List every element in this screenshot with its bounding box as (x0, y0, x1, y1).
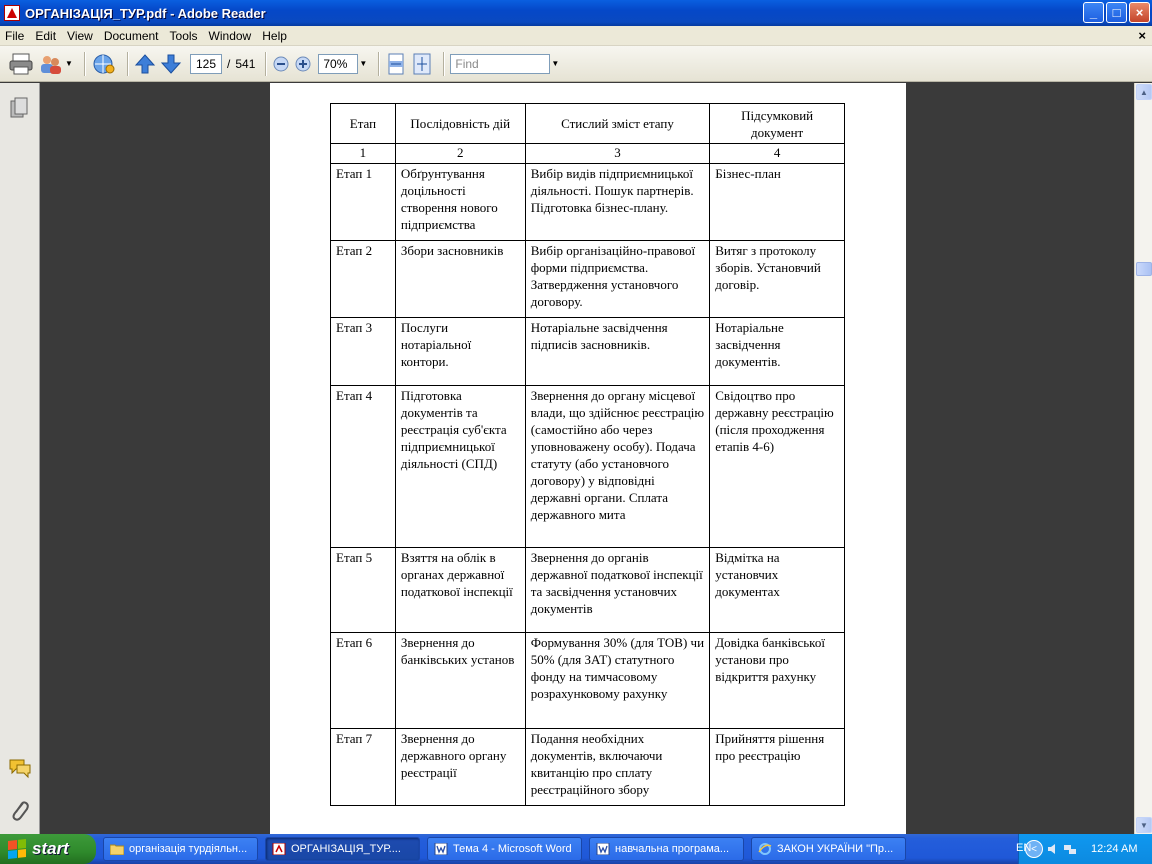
task-label: навчальна програма... (615, 843, 730, 855)
column-number: 1 (331, 144, 396, 164)
page-separator: / (227, 56, 231, 71)
pdf-page (270, 83, 906, 834)
stage-cell: Етап 7 (331, 729, 396, 806)
menu-view[interactable]: View (67, 28, 93, 43)
stage-cell: Етап 6 (331, 633, 396, 729)
collaborate-button[interactable] (91, 50, 117, 78)
table-row (331, 241, 845, 318)
toolbar (0, 46, 1152, 82)
actions-cell: Обґрунтування доцільності створення нового підприємства (395, 164, 525, 241)
task-label: Тема 4 - Microsoft Word (453, 843, 572, 855)
scroll-thumb[interactable] (1136, 262, 1152, 276)
menu-window[interactable]: Window (208, 28, 252, 43)
column-number: 4 (710, 144, 845, 164)
taskbar (0, 834, 1152, 864)
fit-page-button[interactable] (411, 50, 433, 78)
zoom-in-icon (294, 55, 312, 73)
navigation-pane (0, 83, 40, 834)
stage-cell: Етап 1 (331, 164, 396, 241)
taskbar-item-adobe-reader[interactable] (265, 837, 420, 861)
find-dropdown-icon[interactable]: ▼ (551, 59, 560, 68)
network-icon[interactable] (1063, 842, 1077, 856)
toolbar-divider (378, 52, 379, 76)
comments-icon[interactable] (8, 757, 32, 782)
fit-width-icon (385, 52, 407, 76)
folder-icon (110, 843, 124, 855)
word-icon (434, 843, 448, 855)
zoom-in-button[interactable] (294, 50, 312, 78)
pdf-app-icon[interactable] (4, 5, 20, 21)
zoom-out-icon (272, 55, 290, 73)
windows-logo-icon (8, 839, 26, 859)
summary-cell: Вибір організаційно-правової форми підприємства. Затвердження установчого договору. (525, 241, 710, 318)
zoom-dropdown-icon[interactable]: ▼ (359, 59, 368, 68)
summary-cell: Подання необхідних документів, включаючи квитанцію про сплату реєстраційного збору (525, 729, 710, 806)
table-row (331, 548, 845, 633)
scroll-up-icon[interactable]: ▲ (1136, 84, 1152, 100)
document-cell: Довідка банківської установи про відкриття рахунку (710, 633, 845, 729)
chevron-down-icon[interactable]: ▼ (65, 59, 73, 68)
column-number-row (331, 144, 845, 164)
header-actions: Послідовність дій (395, 104, 525, 144)
summary-cell: Звернення до органу місцевої влади, що здійснює реєстрацію (самостійно або через уповноважену особу). Подача статуту (або установчого договору) у відповідні державні органи. Сплата державного мита (525, 386, 710, 548)
column-number: 2 (395, 144, 525, 164)
taskbar-item-word-topic[interactable] (427, 837, 582, 861)
task-label: ЗАКОН УКРАЇНИ "Пр... (777, 843, 894, 855)
task-label: організація турдіяльн... (129, 843, 248, 855)
people-icon (38, 52, 64, 76)
print-button[interactable] (8, 50, 34, 78)
close-button[interactable]: × (1129, 2, 1150, 23)
vertical-scrollbar[interactable] (1134, 83, 1152, 834)
table-row (331, 318, 845, 386)
previous-page-button[interactable] (134, 50, 156, 78)
zoom-input[interactable]: 70% (318, 54, 358, 74)
header-summary: Стислий зміст етапу (525, 104, 710, 144)
document-cell: Бізнес-план (710, 164, 845, 241)
toolbar-divider (127, 52, 128, 76)
scroll-down-icon[interactable]: ▼ (1136, 817, 1152, 833)
taskbar-item-word-program[interactable] (589, 837, 744, 861)
menu-tools[interactable]: Tools (169, 28, 198, 43)
summary-cell: Нотаріальне засвідчення підписів засновників. (525, 318, 710, 386)
actions-cell: Звернення до банківських установ (395, 633, 525, 729)
document-cell: Витяг з протоколу зборів. Установчий договір. (710, 241, 845, 318)
printer-icon (8, 52, 34, 76)
start-label: start (32, 839, 69, 858)
page-total: 541 (235, 56, 256, 71)
close-document-icon[interactable]: × (1138, 28, 1146, 43)
share-button[interactable] (38, 50, 74, 78)
menu-document[interactable]: Document (103, 28, 159, 43)
actions-cell: Звернення до державного органу реєстрації (395, 729, 525, 806)
table-row (331, 164, 845, 241)
actions-cell: Послуги нотаріальної контори. (395, 318, 525, 386)
table-row (331, 729, 845, 806)
minimize-button[interactable]: _ (1083, 2, 1104, 23)
summary-cell: Вибір видів підприємницької діяльності. Пошук партнерів. Підготовка бізнес-плану. (525, 164, 710, 241)
stage-cell: Етап 5 (331, 548, 396, 633)
pages-icon[interactable] (9, 97, 29, 122)
stage-cell: Етап 2 (331, 241, 396, 318)
taskbar-item-browser[interactable] (751, 837, 906, 861)
task-label: ОРГАНІЗАЦІЯ_ТУР.... (291, 843, 401, 855)
chevron-left-icon[interactable]: < (1025, 840, 1043, 858)
actions-cell: Збори засновників (395, 241, 525, 318)
menu-file[interactable]: File (5, 28, 25, 43)
menu-help[interactable]: Help (262, 28, 287, 43)
clock: 12:24 AM (1091, 843, 1138, 855)
attachments-icon[interactable] (9, 797, 29, 824)
pdf-icon (272, 843, 286, 855)
header-stage: Етап (331, 104, 396, 144)
taskbar-item-folder[interactable] (103, 837, 258, 861)
next-page-button[interactable] (160, 50, 182, 78)
toolbar-divider (265, 52, 266, 76)
arrow-down-icon (160, 53, 182, 75)
internet-explorer-icon (758, 843, 772, 855)
toolbar-divider (443, 52, 444, 76)
column-number: 3 (525, 144, 710, 164)
fit-page-icon (411, 52, 433, 76)
actions-cell: Взяття на облік в органах державної податкової інспекції (395, 548, 525, 633)
zoom-out-button[interactable] (272, 50, 290, 78)
start-button[interactable] (0, 834, 96, 864)
document-cell: Свідоцтво про державну реєстрацію (після проходження етапів 4-6) (710, 386, 845, 548)
header-document: Підсумковий документ (710, 104, 845, 144)
toolbar-divider (84, 52, 85, 76)
stage-cell: Етап 4 (331, 386, 396, 548)
globe-gear-icon (91, 52, 117, 76)
summary-cell: Звернення до органів державної податкової інспекції та засвідчення установчих документів (525, 548, 710, 633)
table-header-row (331, 104, 845, 144)
document-cell: Прийняття рішення про реєстрацію (710, 729, 845, 806)
title-bar (0, 0, 1152, 26)
find-input[interactable]: Find (450, 54, 550, 74)
table-row (331, 386, 845, 548)
menu-edit[interactable]: Edit (35, 28, 57, 43)
menu-bar (0, 26, 1152, 46)
document-viewport[interactable] (41, 83, 1134, 834)
actions-cell: Підготовка документів та реєстрація суб'єкта підприємницької діяльності (СПД) (395, 386, 525, 548)
maximize-button[interactable]: □ (1106, 2, 1127, 23)
stages-table (330, 103, 845, 806)
page-number-input[interactable]: 125 (190, 54, 222, 74)
system-tray (1018, 834, 1152, 864)
stage-cell: Етап 3 (331, 318, 396, 386)
word-icon (596, 843, 610, 855)
window-title: ОРГАНІЗАЦІЯ_ТУР.pdf - Adobe Reader (25, 5, 266, 21)
document-cell: Відмітка на установчих документах (710, 548, 845, 633)
language-indicator[interactable]: EN (1016, 842, 1032, 854)
arrow-up-icon (134, 53, 156, 75)
speaker-icon[interactable] (1047, 842, 1061, 856)
document-cell: Нотаріальне засвідчення документів. (710, 318, 845, 386)
fit-width-button[interactable] (385, 50, 407, 78)
summary-cell: Формування 30% (для ТОВ) чи 50% (для ЗАТ) статутного фонду на тимчасовому розрахунковому рахунку (525, 633, 710, 729)
table-row (331, 633, 845, 729)
